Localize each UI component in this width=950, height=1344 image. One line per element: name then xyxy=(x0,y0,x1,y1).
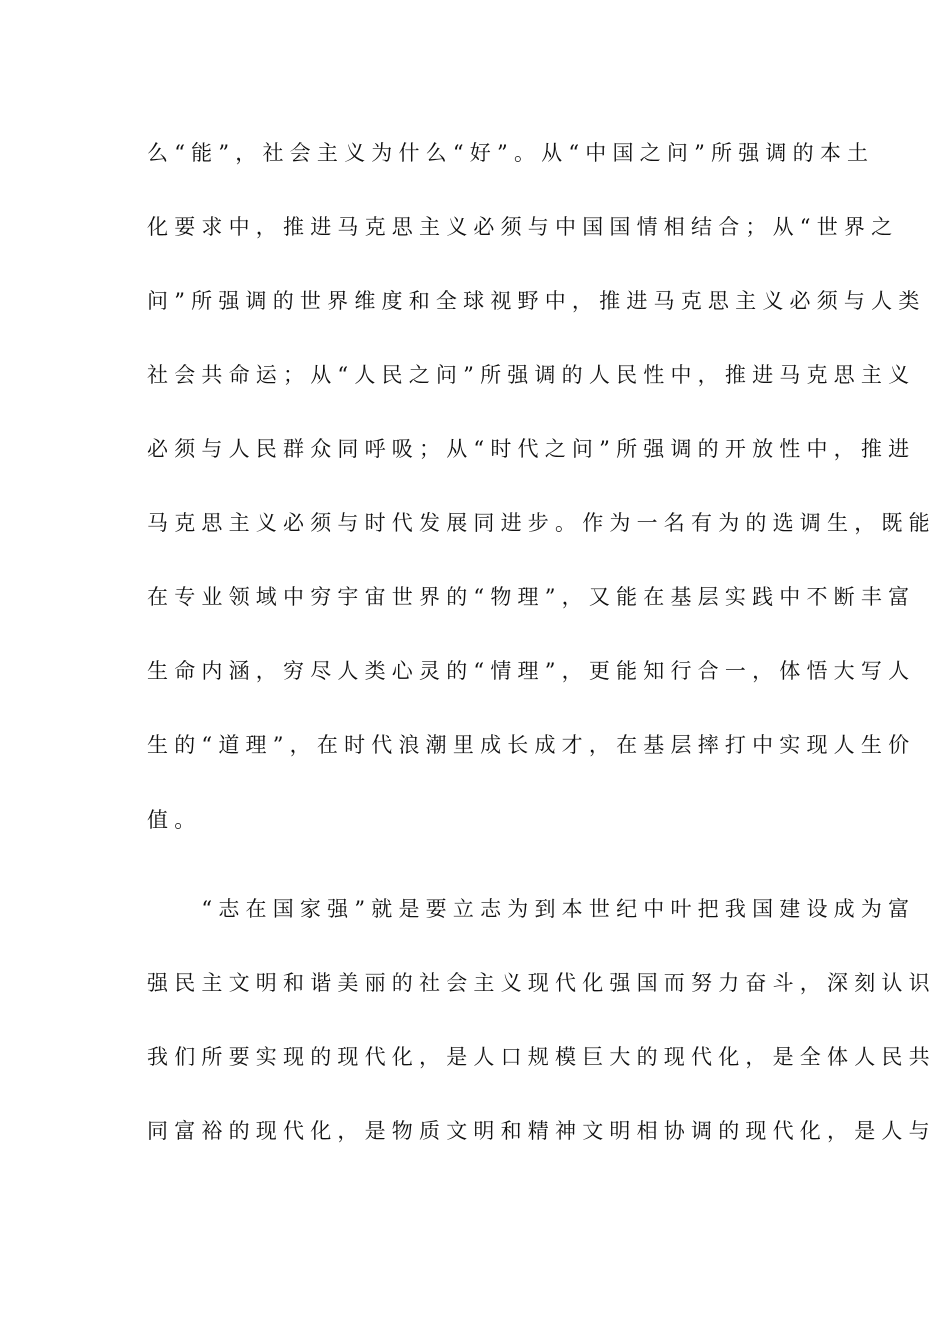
text-line: 化要求中，推进马克思主义必须与中国国情相结合；从“世界之 xyxy=(147,215,899,239)
text-line: 社会共命运；从“人民之问”所强调的人民性中，推进马克思主义 xyxy=(147,363,916,387)
text-line: 强民主文明和谐美丽的社会主义现代化强国而努力奋斗，深刻认识 xyxy=(147,971,936,995)
text-line: 必须与人民群众同呼吸；从“时代之问”所强调的开放性中，推进 xyxy=(147,437,916,461)
text-line: 么“能”，社会主义为什么“好”。从“中国之问”所强调的本土 xyxy=(147,141,875,165)
text-line: 我们所要实现的现代化，是人口规模巨大的现代化，是全体人民共 xyxy=(147,1045,936,1069)
text-line: 在专业领域中穷宇宙世界的“物理”，又能在基层实践中不断丰富 xyxy=(147,585,916,609)
text-line: 值。 xyxy=(147,808,202,832)
text-line: 马克思主义必须与时代发展同进步。作为一名有为的选调生，既能 xyxy=(147,511,936,535)
text-line: 生命内涵，穷尽人类心灵的“情理”，更能知行合一，体悟大写人 xyxy=(147,659,916,683)
text-line: 同富裕的现代化，是物质文明和精神文明相协调的现代化，是人与 xyxy=(147,1119,936,1143)
text-line: 生的“道理”，在时代浪潮里成长成才，在基层摔打中实现人生价 xyxy=(147,733,916,757)
text-line: 问”所强调的世界维度和全球视野中，推进马克思主义必须与人类 xyxy=(147,289,926,313)
paragraph-first-line: “志在国家强”就是要立志为到本世纪中叶把我国建设成为富 xyxy=(147,897,916,921)
